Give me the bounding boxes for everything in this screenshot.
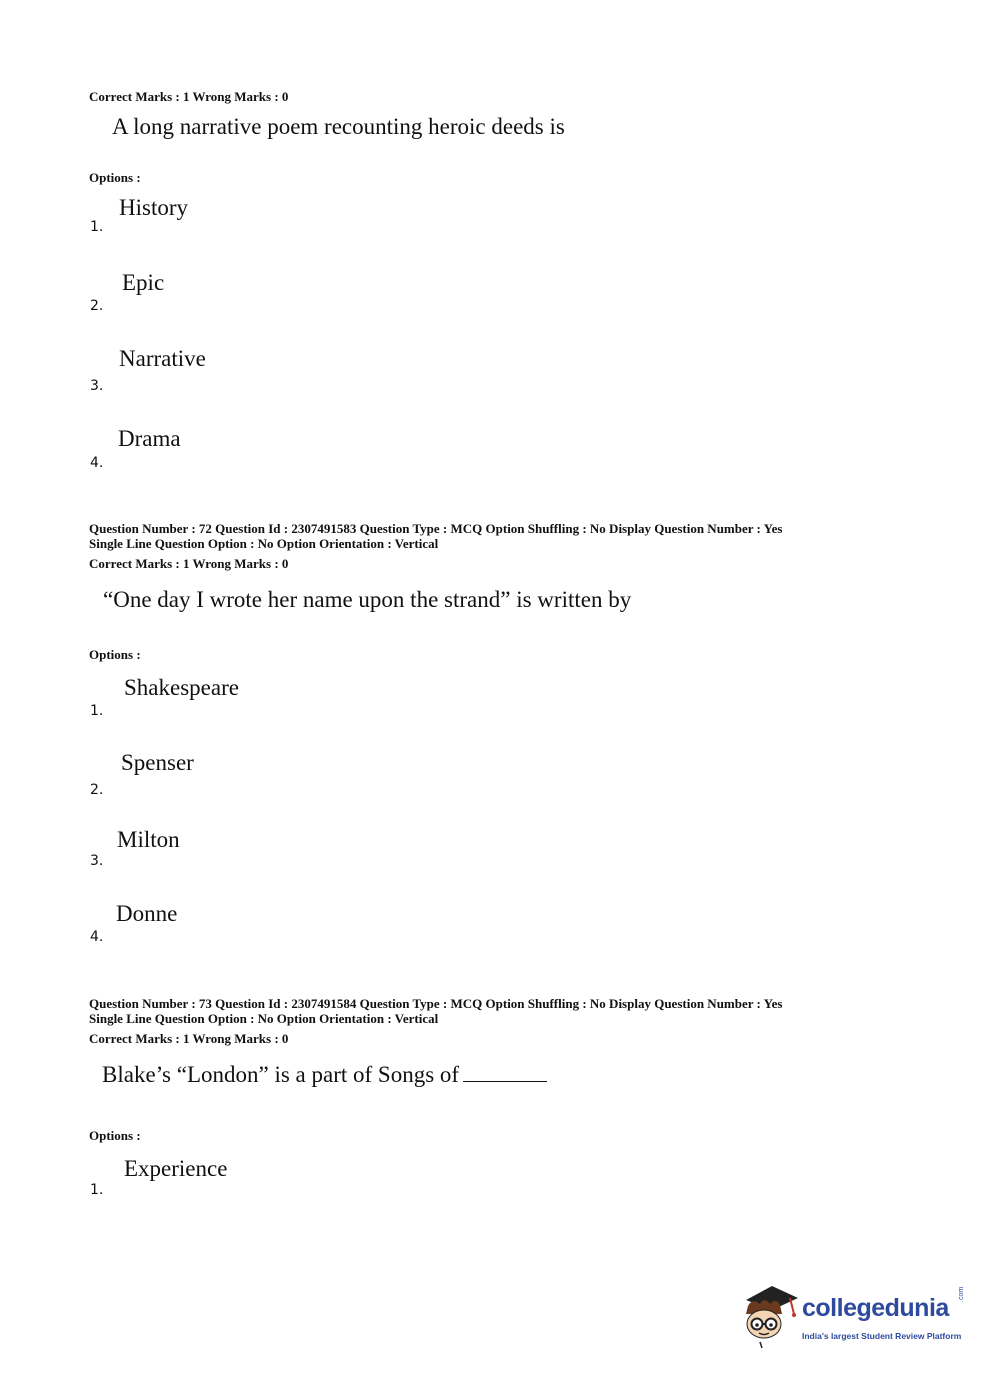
mascot-icon — [738, 1280, 802, 1350]
logo-wordmark: collegedunia — [802, 1294, 949, 1322]
q73-header-line2: Single Line Question Option : No Option Orientation : Vertical — [89, 1011, 439, 1026]
q72-option-4-text: Donne — [116, 901, 178, 926]
q73-header-line1: Question Number : 73 Question Id : 2307491584 Question Type : MCQ Option Shuffling : No Display Question Number : Yes — [89, 996, 783, 1011]
q71-option-3-text: Narrative — [119, 346, 206, 371]
q72-option-4-number: 4. — [90, 929, 104, 945]
q72-question-text: “One day I wrote her name upon the strand” is written by — [103, 587, 632, 612]
q72-marks: Correct Marks : 1 Wrong Marks : 0 — [89, 556, 289, 571]
q71-option-1-number: 1. — [90, 219, 104, 235]
q71-marks: Correct Marks : 1 Wrong Marks : 0 — [89, 89, 289, 104]
q73-question-text: Blake’s “London” is a part of Songs of — [102, 1062, 460, 1087]
q71-options-label: Options : — [89, 170, 141, 185]
q73-options-label: Options : — [89, 1128, 141, 1143]
logo-tagline: India's largest Student Review Platform — [802, 1331, 962, 1341]
q72-header-line2: Single Line Question Option : No Option Orientation : Vertical — [89, 536, 439, 551]
q73-question — [102, 1062, 547, 1088]
q71-option-2-number: 2. — [90, 298, 104, 314]
q71-option-3-number: 3. — [90, 378, 104, 394]
q72-option-2-text: Spenser — [121, 750, 194, 775]
q72-option-3-text: Milton — [117, 827, 180, 852]
q73-marks: Correct Marks : 1 Wrong Marks : 0 — [89, 1031, 289, 1046]
answer-blank — [463, 1063, 547, 1082]
q72-options-label: Options : — [89, 647, 141, 662]
q71-option-1-text: History — [119, 195, 188, 220]
q72-option-2-number: 2. — [90, 782, 104, 798]
q72-header-line1: Question Number : 72 Question Id : 2307491583 Question Type : MCQ Option Shuffling : No Display Question Number : Yes — [89, 521, 783, 536]
q71-question-text: A long narrative poem recounting heroic deeds is — [112, 114, 565, 139]
q71-option-4-text: Drama — [118, 426, 181, 451]
q73-option-1-number: 1. — [90, 1182, 104, 1198]
collegedunia-logo — [738, 1280, 978, 1350]
q72-option-1-text: Shakespeare — [124, 675, 239, 700]
q72-option-3-number: 3. — [90, 853, 104, 869]
q71-option-2-text: Epic — [122, 270, 165, 295]
q71-option-4-number: 4. — [90, 455, 104, 471]
logo-suffix: .com — [958, 1286, 965, 1302]
q73-option-1-text: Experience — [124, 1156, 228, 1181]
q72-option-1-number: 1. — [90, 703, 104, 719]
